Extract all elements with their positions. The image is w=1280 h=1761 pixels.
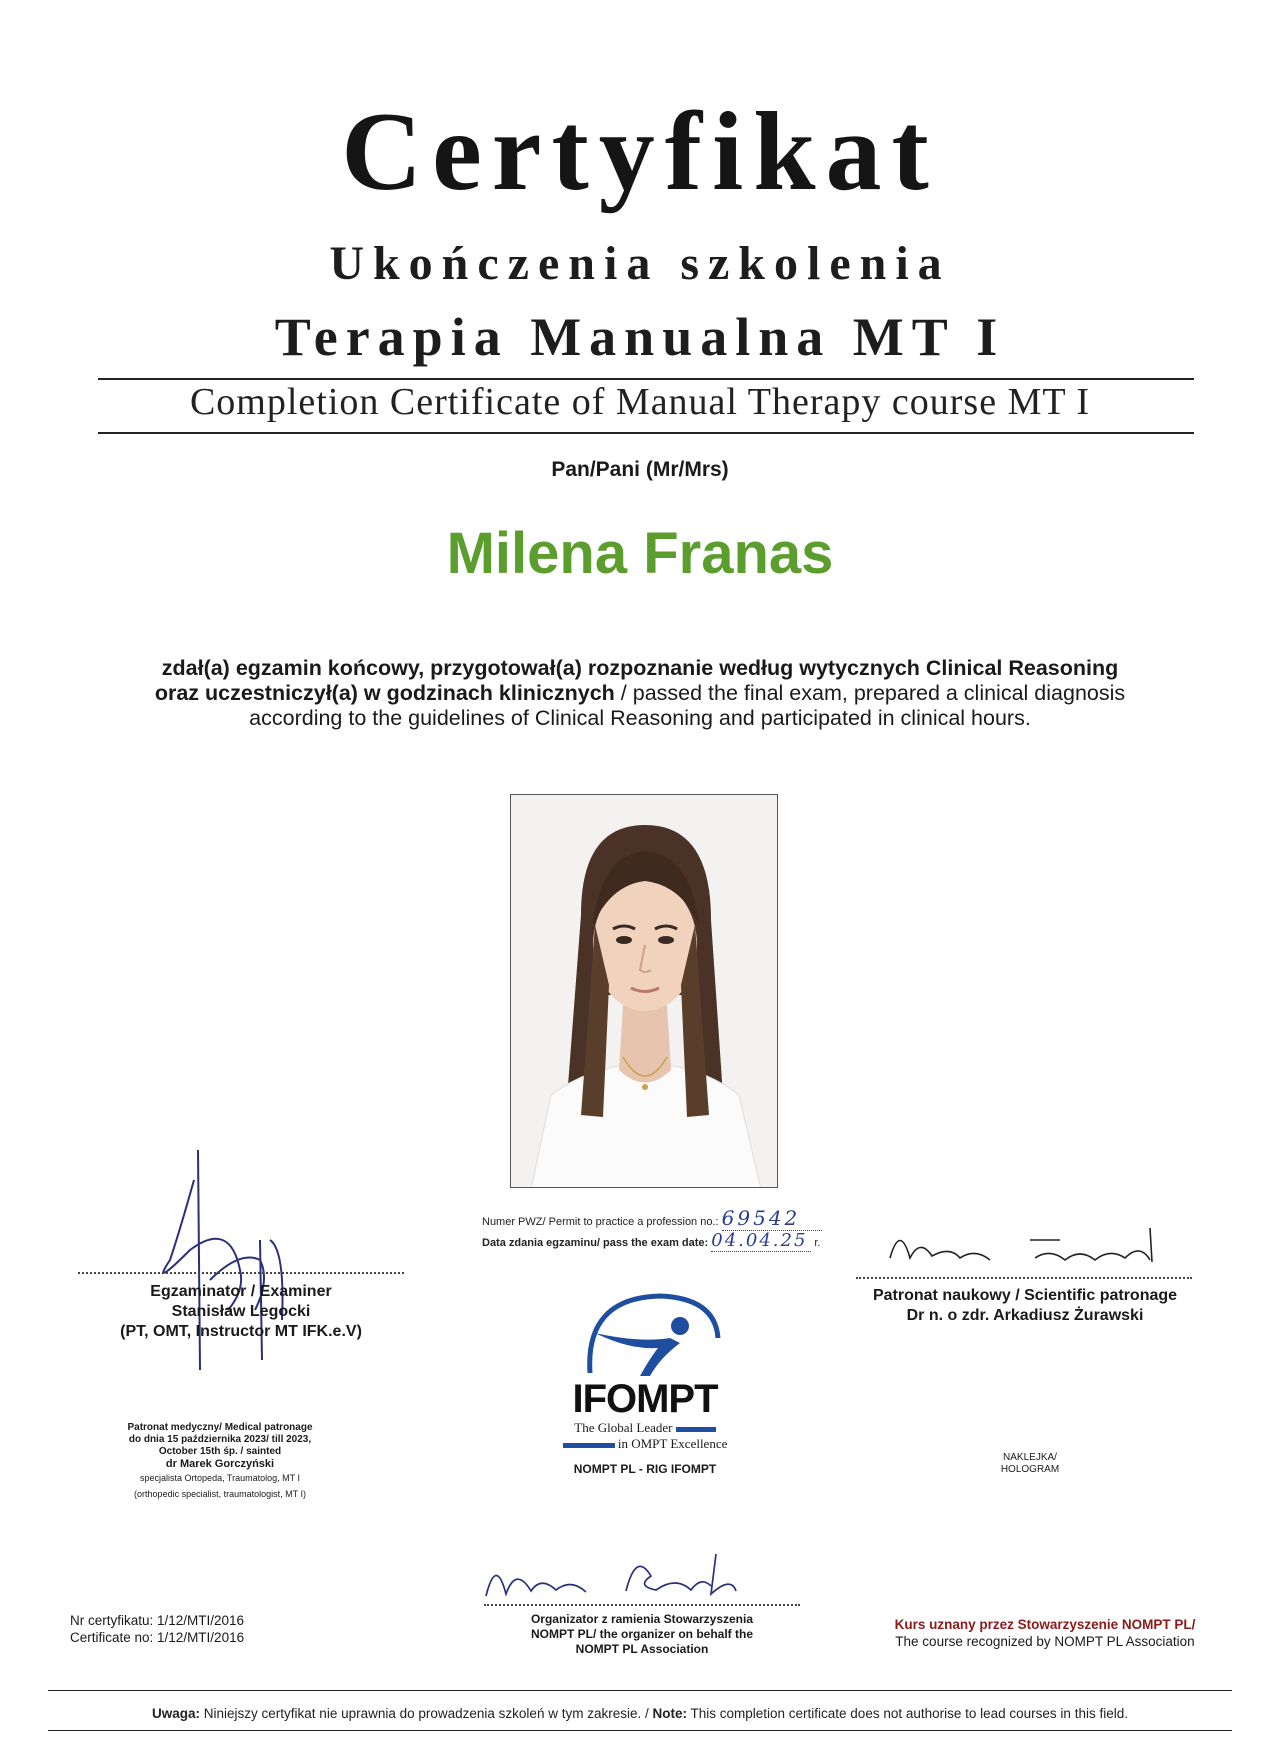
organizer-line-2: NOMPT PL/ the organizer on behalf the: [530, 1627, 753, 1641]
ifompt-logo: [540, 1288, 750, 1452]
statement-line-2-bold: oraz uczestniczył(a) w godzinach klinicznych: [154, 681, 615, 705]
organizer-signature-scribble: [476, 1546, 806, 1606]
medical-patron-line-1: Patronat medyczny/ Medical patronage: [127, 1422, 313, 1433]
organizer-signature-line: [484, 1604, 800, 1606]
medical-patron-block: [100, 1422, 340, 1500]
logo-bar-right: [676, 1427, 716, 1432]
patron-signature-scribble: [860, 1218, 1190, 1278]
examiner-signature-line: [78, 1272, 404, 1274]
patron-signature-line: [856, 1277, 1192, 1279]
hologram-line-1: NAKLEJKA/: [1003, 1452, 1057, 1463]
footer-note: [60, 1706, 1220, 1721]
logo-tagline-2: in OMPT Excellence: [617, 1436, 728, 1451]
ifompt-emblem-icon: [540, 1288, 750, 1378]
logo-tagline-1: The Global Leader: [574, 1420, 673, 1435]
pwz-value: 69542: [722, 1206, 822, 1231]
certificate-number-en: Certificate no: 1/12/MTI/2016: [70, 1630, 245, 1645]
pwz-label: Numer PWZ/ Permit to practice a profession no.:: [482, 1216, 719, 1228]
medical-patron-line-5: specjalista Ortopeda, Traumatolog, MT I: [140, 1473, 300, 1483]
hologram-line-2: HOLOGRAM: [1000, 1464, 1060, 1475]
examiner-role: Egzaminator / Examiner: [150, 1283, 332, 1300]
certificate-subtitle-pl: Ukończenia szkolenia: [329, 237, 951, 290]
organizer-line-3: NOMPT PL Association: [575, 1642, 709, 1656]
portrait-illustration: [511, 795, 778, 1188]
recipient-photo: [510, 794, 778, 1188]
divider-bottom: [98, 432, 1194, 434]
patron-signature: [860, 1218, 1190, 1278]
patron-block: [840, 1286, 1210, 1326]
exam-date-suffix: r.: [814, 1237, 821, 1249]
examiner-name: Stanisław Legocki: [171, 1303, 311, 1320]
uwaga-label: Uwaga:: [152, 1706, 201, 1721]
examiner-credentials: (PT, OMT, Instructor MT IFK.e.V): [120, 1323, 362, 1340]
patron-name: Dr n. o zdr. Arkadiusz Żurawski: [906, 1307, 1144, 1324]
exam-date-label: Data zdania egzaminu/ pass the exam date:: [482, 1237, 709, 1249]
examiner-signature: [110, 1140, 390, 1380]
certificate-number-pl: Nr certyfikatu: 1/12/MTI/2016: [70, 1613, 245, 1628]
ifompt-wordmark: IFOMPT: [572, 1377, 718, 1421]
salutation: Pan/Pani (Mr/Mrs): [551, 458, 729, 481]
completion-statement: [0, 656, 1280, 731]
recognition-en: The course recognized by NOMPT PL Association: [895, 1634, 1195, 1649]
organizer-signature: [476, 1546, 806, 1606]
medical-patron-line-2: do dnia 15 października 2023/ till 2023,: [128, 1434, 312, 1445]
examiner-block: [78, 1282, 404, 1342]
logo-bar-left: [563, 1443, 615, 1448]
pwz-row: [482, 1206, 822, 1231]
patron-role: Patronat naukowy / Scientific patronage: [872, 1287, 1178, 1304]
organizer-block: [484, 1612, 800, 1657]
note-text: This completion certificate does not authorise to lead courses in this field.: [686, 1706, 1128, 1721]
statement-line-2-rest: / passed the final exam, prepared a clinical diagnosis: [614, 681, 1126, 705]
course-name-pl: Terapia Manualna MT I: [274, 307, 1006, 367]
medical-patron-line-6: (orthopedic specialist, traumatologist, MT I): [134, 1489, 306, 1499]
medical-patron-line-3: October 15th śp. / sainted: [158, 1446, 282, 1457]
exam-date-row: [482, 1230, 820, 1252]
recognition-pl: Kurs uznany przez Stowarzyszenie NOMPT PL/: [894, 1617, 1196, 1632]
uwaga-text: Niniejszy certyfikat nie uprawnia do prowadzenia szkoleń w tym zakresie. /: [200, 1706, 653, 1721]
course-name-en: Completion Certificate of Manual Therapy course MT I: [189, 381, 1091, 423]
exam-date-value: 04.04.25: [711, 1230, 811, 1252]
statement-line-1: zdał(a) egzamin końcowy, przygotował(a) rozpoznanie według wytycznych Clinical Reasoning: [161, 656, 1119, 680]
certificate-title: Certyfikat: [341, 90, 939, 214]
medical-patron-name: dr Marek Gorczyński: [165, 1458, 275, 1470]
statement-line-3: according to the guidelines of Clinical Reasoning and participated in clinical hours.: [249, 706, 1031, 730]
note-label: Note:: [652, 1706, 687, 1721]
recognition-block: [860, 1616, 1230, 1650]
recipient-name: Milena Franas: [446, 521, 834, 586]
logo-caption: NOMPT PL - RIG IFOMPT: [573, 1462, 717, 1476]
footer-divider-bottom: [48, 1730, 1232, 1731]
organizer-line-1: Organizator z ramienia Stowarzyszenia: [530, 1612, 754, 1626]
certificate-number: [70, 1612, 244, 1646]
footer-divider-top: [48, 1690, 1232, 1691]
hologram-placeholder: [980, 1452, 1080, 1476]
